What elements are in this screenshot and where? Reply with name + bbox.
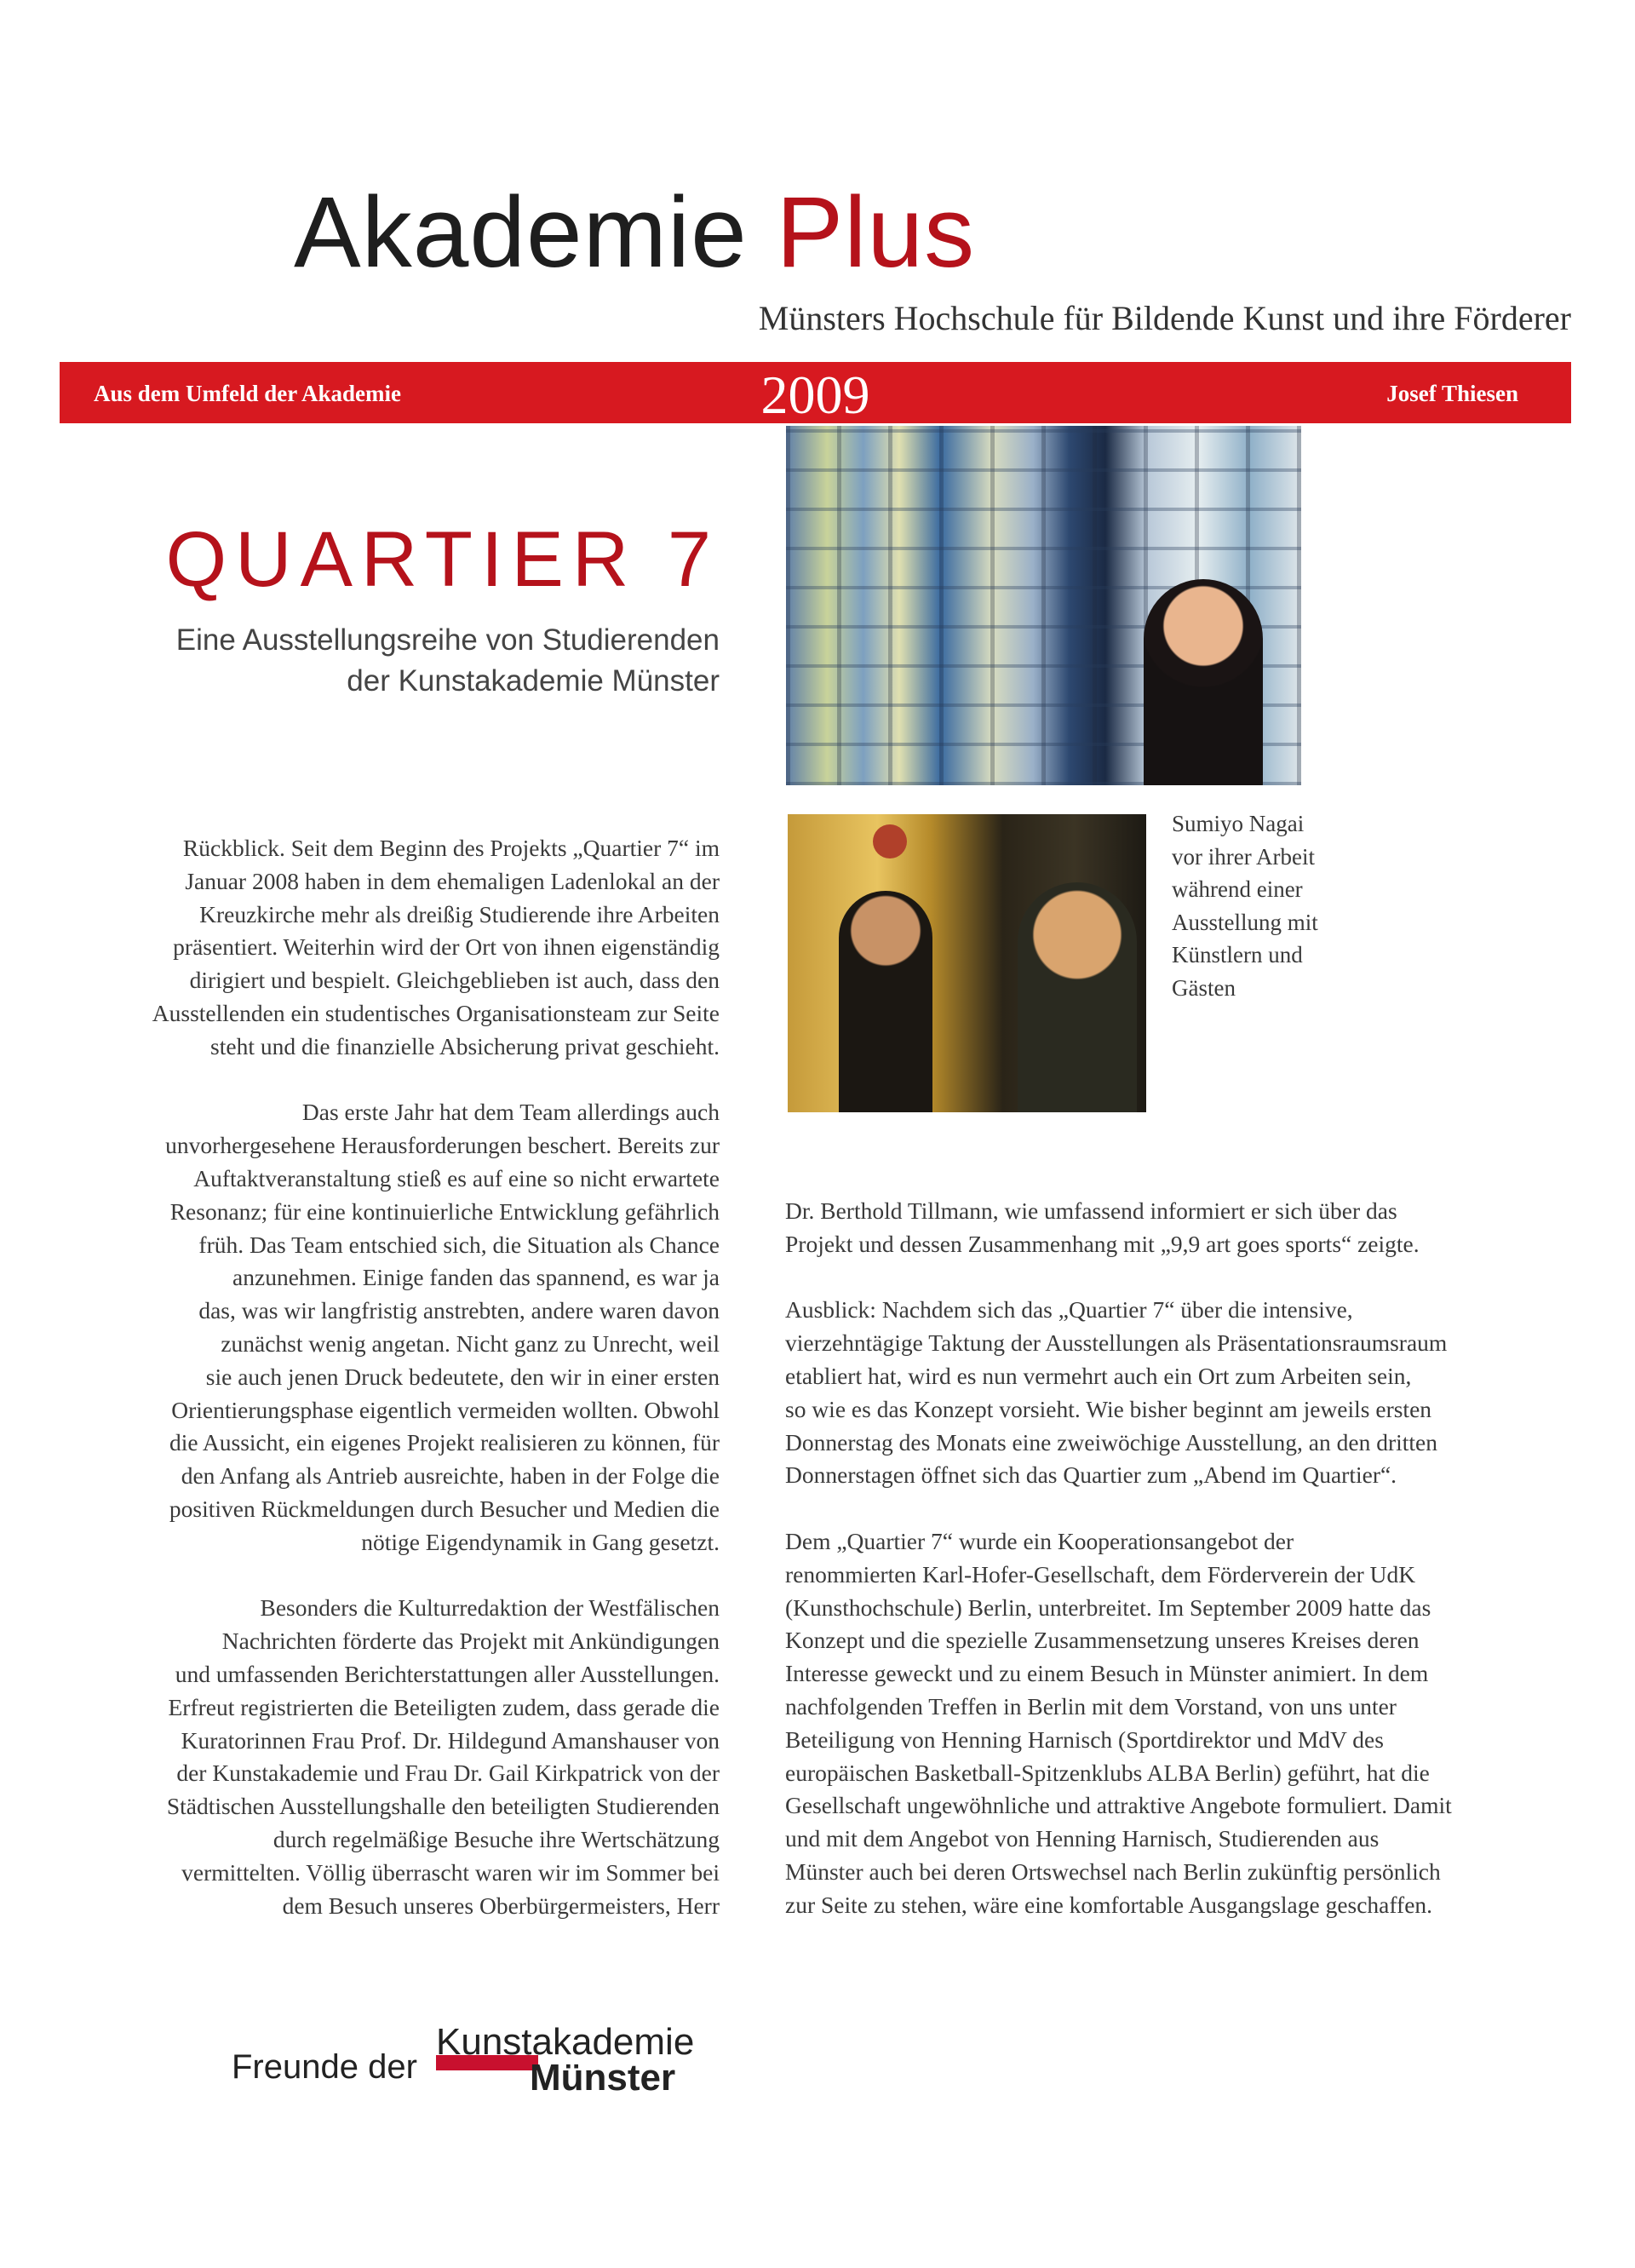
caption-line: Künstlern und — [1172, 942, 1303, 967]
article-left-column — [152, 832, 720, 1955]
text-line: Kreuzkirche mehr als dreißig Studierende ihre Arbeiten — [199, 900, 720, 927]
article-headline: QUARTIER 7 — [165, 516, 720, 603]
text-line: unvorhergesehene Herausforderungen beschert. Bereits zur — [165, 1132, 720, 1159]
text-line: früh. Das Team entschied sich, die Situation als Chance — [198, 1231, 720, 1258]
text-line: Nachrichten förderte das Projekt mit Ankündigungen — [221, 1628, 720, 1655]
text-line: präsentiert. Weiterhin wird der Ort von ihnen eigenständig — [173, 933, 720, 961]
text-line: steht und die finanzielle Absicherung privat geschieht. — [210, 1032, 720, 1059]
text-line: der Kunstakademie und Frau Dr. Gail Kirkpatrick von der — [176, 1760, 720, 1787]
text-line: renommierten Karl-Hofer-Gesellschaft, dem Förderverein der UdK — [785, 1560, 1416, 1588]
text-line: den Anfang als Antrieb ausreichte, haben in der Folge die — [181, 1462, 720, 1490]
exhibition-guests-photo — [788, 814, 1146, 1112]
text-line: Auftaktveranstaltung stieß es auf eine so nicht erwartete — [193, 1164, 720, 1191]
text-line: etabliert hat, wird es nun vermehrt auch ein Ort zum Arbeiten sein, — [785, 1362, 1412, 1389]
text-line: und mit dem Angebot von Henning Harnisch, Studierenden aus — [785, 1825, 1380, 1852]
text-line: europäischen Basketball-Spitzenklubs ALBA Berlin) geführt, hat die — [785, 1759, 1430, 1786]
text-line: nachfolgenden Treffen in Berlin mit dem Vorstand, von uns unter — [785, 1692, 1397, 1720]
logo-word-muenster: Münster — [530, 2057, 676, 2099]
text-line: Beteiligung von Henning Harnisch (Sportdirektor und MdV des — [785, 1725, 1384, 1753]
text-line: Donnerstagen öffnet sich das Quartier zum „Abend im Quartier“. — [785, 1461, 1397, 1489]
text-line: Kuratorinnen Frau Prof. Dr. Hildegund Amanshauser von — [181, 1726, 720, 1754]
logo-word-kunstakademie: Kunstakademie — [436, 2021, 695, 2063]
text-line: Erfreut registrierten die Beteiligten zudem, dass gerade die — [168, 1693, 720, 1720]
caption-line: vor ihrer Arbeit — [1172, 843, 1315, 870]
text-line: (Kunsthochschule) Berlin, unterbreitet. Im September 2009 hatte das — [785, 1593, 1431, 1621]
article-paragraph — [785, 1195, 1452, 1261]
text-line: anzunehmen. Einige fanden das spannend, es war ja — [232, 1264, 720, 1291]
text-line: vermittelten. Völlig überrascht waren wir im Sommer bei — [181, 1858, 720, 1886]
text-line: sie auch jenen Druck bedeutete, den wir in einer ersten — [205, 1363, 720, 1390]
artist-with-painting-photo — [786, 426, 1301, 785]
text-line: Ausstellenden ein studentisches Organisationsteam zur Seite — [152, 999, 720, 1026]
text-line: Das erste Jahr hat dem Team allerdings auch — [301, 1099, 720, 1126]
text-line: Städtischen Ausstellungshalle den beteiligten Studierenden — [166, 1793, 720, 1820]
logo-prefix: Freunde der — [232, 2048, 417, 2086]
photo-caption — [1172, 807, 1318, 1004]
article-subheadline — [176, 620, 720, 702]
text-line: und umfassenden Berichterstattungen aller Ausstellungen. — [175, 1660, 720, 1687]
text-line: Konzept und die spezielle Zusammensetzung unseres Kreises deren — [785, 1627, 1420, 1654]
text-line: vierzehntägige Taktung der Ausstellungen als Präsentationsraumsraum — [785, 1329, 1448, 1357]
text-line: Donnerstag des Monats eine zweiwöchige Ausstellung, an den dritten — [785, 1428, 1437, 1456]
text-line: Münster auch bei deren Ortswechsel nach Berlin zukünftig persönlich — [785, 1857, 1441, 1885]
publication-subtitle: Münsters Hochschule für Bildende Kunst und ihre Förderer — [758, 299, 1571, 337]
caption-line: während einer — [1172, 876, 1303, 902]
subheadline-line: der Kunstakademie Münster — [347, 664, 720, 698]
section-label: Aus dem Umfeld der Akademie — [94, 381, 401, 406]
text-line: so wie es das Konzept vorsieht. Wie bisher beginnt am jeweils ersten — [785, 1395, 1432, 1422]
caption-line: Sumiyo Nagai — [1172, 811, 1305, 836]
text-line: dirigiert und bespielt. Gleichgeblieben ist auch, dass den — [189, 967, 720, 994]
caption-line: Gästen — [1172, 974, 1236, 1001]
text-line: Dem „Quartier 7“ wurde ein Kooperationsangebot der — [785, 1527, 1294, 1554]
author-name: Josef Thiesen — [1386, 381, 1518, 406]
text-line: nötige Eigendynamik in Gang gesetzt. — [361, 1528, 720, 1555]
text-line: Orientierungsphase eigentlich vermeiden wollten. Obwohl — [171, 1396, 720, 1423]
text-line: Ausblick: Nachdem sich das „Quartier 7“ über die intensive, — [785, 1296, 1353, 1323]
text-line: Projekt und dessen Zusammenhang mit „9,9 art goes sports“ zeigte. — [785, 1230, 1420, 1257]
article-paragraph — [785, 1525, 1452, 1922]
text-line: durch regelmäßige Besuche ihre Wertschätzung — [272, 1825, 720, 1852]
article-paragraph — [152, 1592, 720, 1922]
issue-year: 2009 — [760, 365, 870, 425]
text-line: das, was wir langfristig anstrebten, andere waren davon — [198, 1297, 720, 1324]
text-line: zunächst wenig angetan. Nicht ganz zu Unrecht, weil — [221, 1329, 720, 1357]
text-line: Interesse geweckt und zu einem Besuch in Münster animiert. In dem — [785, 1660, 1429, 1687]
title-main: Akademie — [294, 176, 748, 289]
text-line: dem Besuch unseres Oberbürgermeisters, Herr — [282, 1892, 720, 1919]
article-right-column — [785, 1195, 1452, 1955]
subheadline-line: Eine Ausstellungsreihe von Studierenden — [175, 623, 720, 657]
section-bar — [60, 362, 1571, 423]
article-paragraph — [152, 832, 720, 1064]
text-line: zur Seite zu stehen, wäre eine komfortable Ausgangslage geschaffen. — [785, 1891, 1433, 1918]
article-paragraph — [785, 1294, 1452, 1492]
freunde-kunstakademie-logo — [232, 2023, 743, 2099]
text-line: Resonanz; für eine kontinuierliche Entwicklung gefährlich — [169, 1197, 720, 1225]
text-line: Rückblick. Seit dem Beginn des Projekts „Quartier 7“ im — [182, 835, 720, 861]
title-accent: Plus — [776, 176, 976, 289]
publication-title — [294, 175, 975, 290]
text-line: Januar 2008 haben in dem ehemaligen Ladenlokal an der — [185, 867, 720, 894]
text-line: Besonders die Kulturredaktion der Westfälischen — [260, 1594, 720, 1622]
article-paragraph — [152, 1096, 720, 1559]
caption-line: Ausstellung mit — [1172, 909, 1318, 935]
text-line: Gesellschaft ungewöhnliche und attraktive Angebote formuliert. Damit — [785, 1792, 1452, 1819]
text-line: positiven Rückmeldungen durch Besucher und Medien die — [169, 1495, 720, 1522]
text-line: Dr. Berthold Tillmann, wie umfassend informiert er sich über das — [785, 1197, 1397, 1224]
text-line: die Aussicht, ein eigenes Projekt realisieren zu können, für — [169, 1429, 720, 1456]
